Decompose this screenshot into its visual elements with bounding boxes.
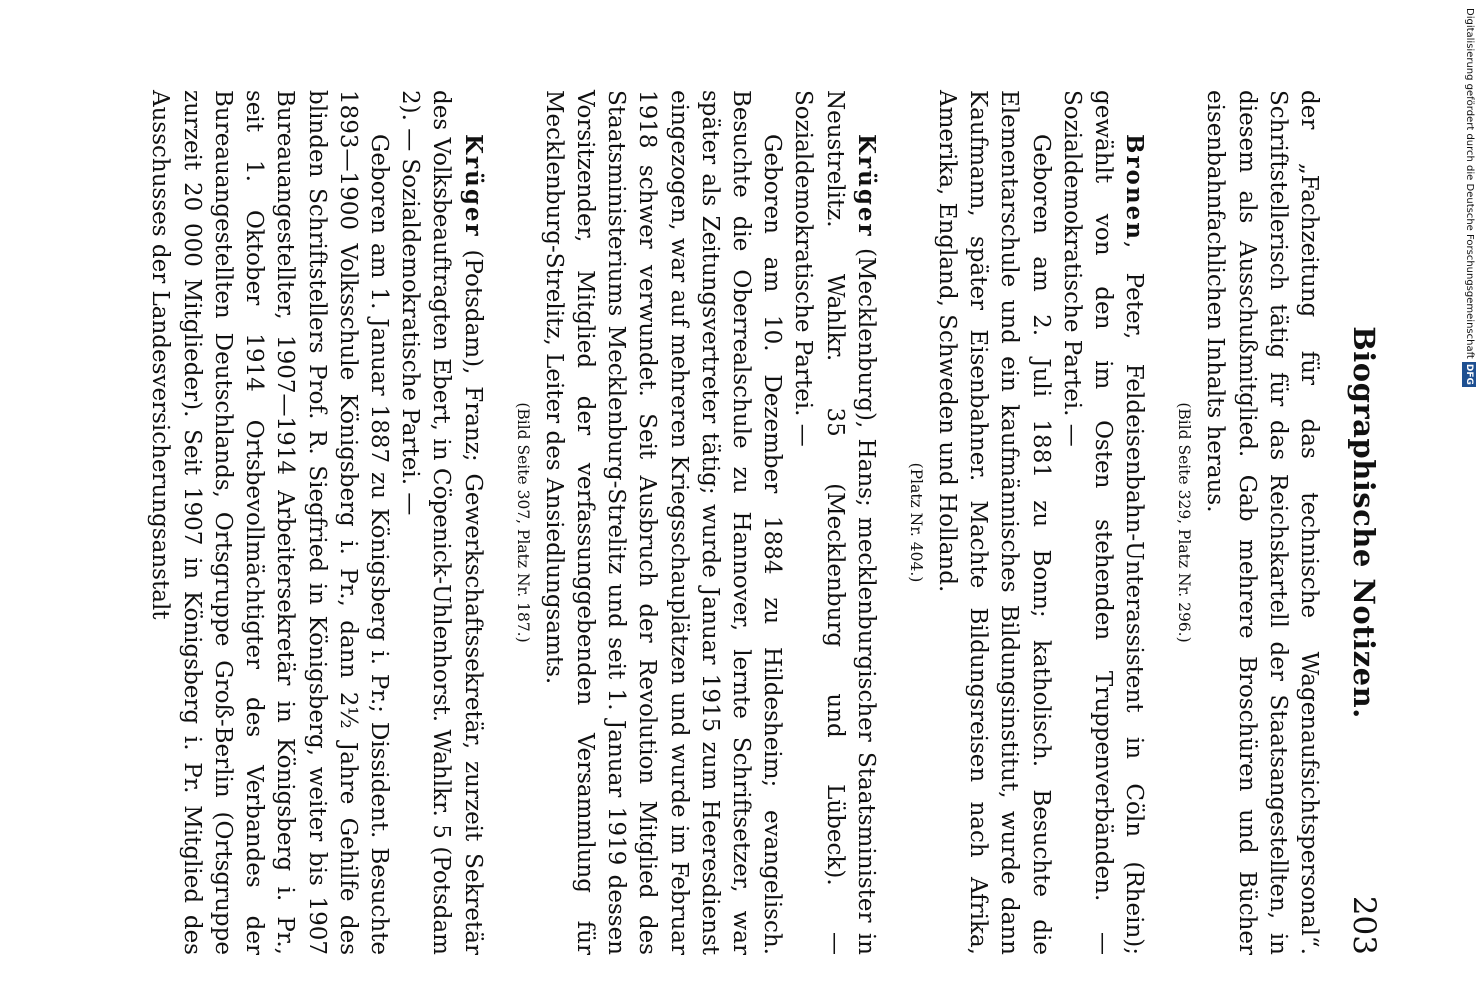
digitization-notice-text: Digitalisierung gefördert durch die Deutsche Forschungsgemeinschaft [1464, 8, 1475, 359]
entry-paragraph: Geboren am 10. Dezember 1884 zu Hildesheim; evangelisch. Besuchte die Oberrealschule zu Hannover, lernte Schriftsetzer, war später als Zeitungsvertreter tätig; wurde Januar 1915 zum Heeresdienst eingezogen, war auf mehreren Kriegsschauplätzen und wurde im Februar 1918 schwer verwundet. Seit Ausbruch der Revolution Mitglied des Staatsministeriums Mecklenburg-Strelitz und seit 1. Januar 1919 dessen Vorsitzender, Mitglied der verfassunggebenden Versammlung für Mecklenburg-Strelitz, Leiter des Ansiedlungsamts. [540, 90, 786, 955]
entry-paragraph: Geboren am 2. Juli 1881 zu Bonn; katholisch. Besuchte die Elementarschule und ein kaufmännisches Bildungsinstitut, wurde dann Kaufmann, später Eisenbahner. Machte Bildungsreisen nach Afrika, Amerika, England, Schweden und Holland. [933, 90, 1054, 955]
entry-name: Bronen [1121, 134, 1149, 241]
entry-intro-text: , Peter, Feldeisenbahn-Unterassistent in Cöln (Rhein); gewählt von den im Osten stehenden Truppenverbänden. — Sozialdemokratische Partei. — [1058, 90, 1148, 955]
page-number: 203 [1346, 895, 1382, 955]
image-reference-caption: (Platz Nr. 404.) [906, 462, 925, 583]
entry-name: Krüger [852, 134, 880, 238]
page-content [122, 90, 1386, 955]
image-reference-caption: (Bild Seite 329, Platz Nr. 296.) [1175, 402, 1194, 643]
running-title: Biographische Notizen. [1347, 326, 1381, 719]
entry-bronen [904, 90, 1150, 955]
entry-krueger-potsdam [144, 90, 488, 955]
entry-intro-text: (Potsdam), Franz; Gewerkschaftssekretär, zurzeit Sekretär des Volksbeauftragten Ebert, in Cöpenick-Uhlenhorst. Wahlkr. 5 (Potsdam 2). — Sozialdemokratische Partei. — [397, 90, 486, 955]
entry-paragraph: der „Fachzeitung für das technische Wagenaufsichtspersonal“. Schriftstellerisch tätig für das Reichskartell der Staatsangestellten, in diesem als Ausschußmitglied. Gab mehrere Broschüren und Bücher eisenbahnfachlichen Inhalts heraus. [1202, 90, 1322, 955]
entry-intro [787, 90, 882, 955]
entry-intro [1056, 90, 1151, 955]
entry-name: Krüger [459, 134, 487, 238]
entry-intro-text: (Mecklenburg), Hans; mecklenburgischer Staatsminister in Neustrelitz. Wahlkr. 35 (Mecklenburg und Lübeck). — Sozialdemokratische Partei. — [790, 90, 879, 955]
entry-krueger-mecklenburg [511, 90, 882, 955]
entry-paragraph: Geboren am 1. Januar 1887 zu Königsberg i. Pr.; Dissident. Besuchte 1893—1900 Volksschule Königsberg i. Pr., dann 2½ Jahre Gehilfe des blinden Schriftstellers Prof. R. Siegfried in Königsberg, weiter bis 1907 Bureauangestellter, 1907—1914 Arbeitersekretär in Königsberg i. Pr., seit 1. Oktober 1914 Ortsbevollmächtigter des Verbandes der Bureauangestellten Deutschlands, Ortsgruppe Groß-Berlin (Ortsgruppe zurzeit 20 000 Mitglieder). Seit 1907 in Königsberg i. Pr. Mitglied des Ausschusses der Landesversicherungsanstalt [147, 90, 392, 955]
image-reference-caption: (Bild Seite 307, Platz Nr. 187.) [513, 402, 532, 643]
page-header [1338, 90, 1386, 955]
entry-intro [394, 90, 489, 955]
digitization-notice [1462, 8, 1476, 998]
dfg-logo: DFG [1464, 363, 1474, 385]
entry-continuation [1172, 90, 1324, 955]
